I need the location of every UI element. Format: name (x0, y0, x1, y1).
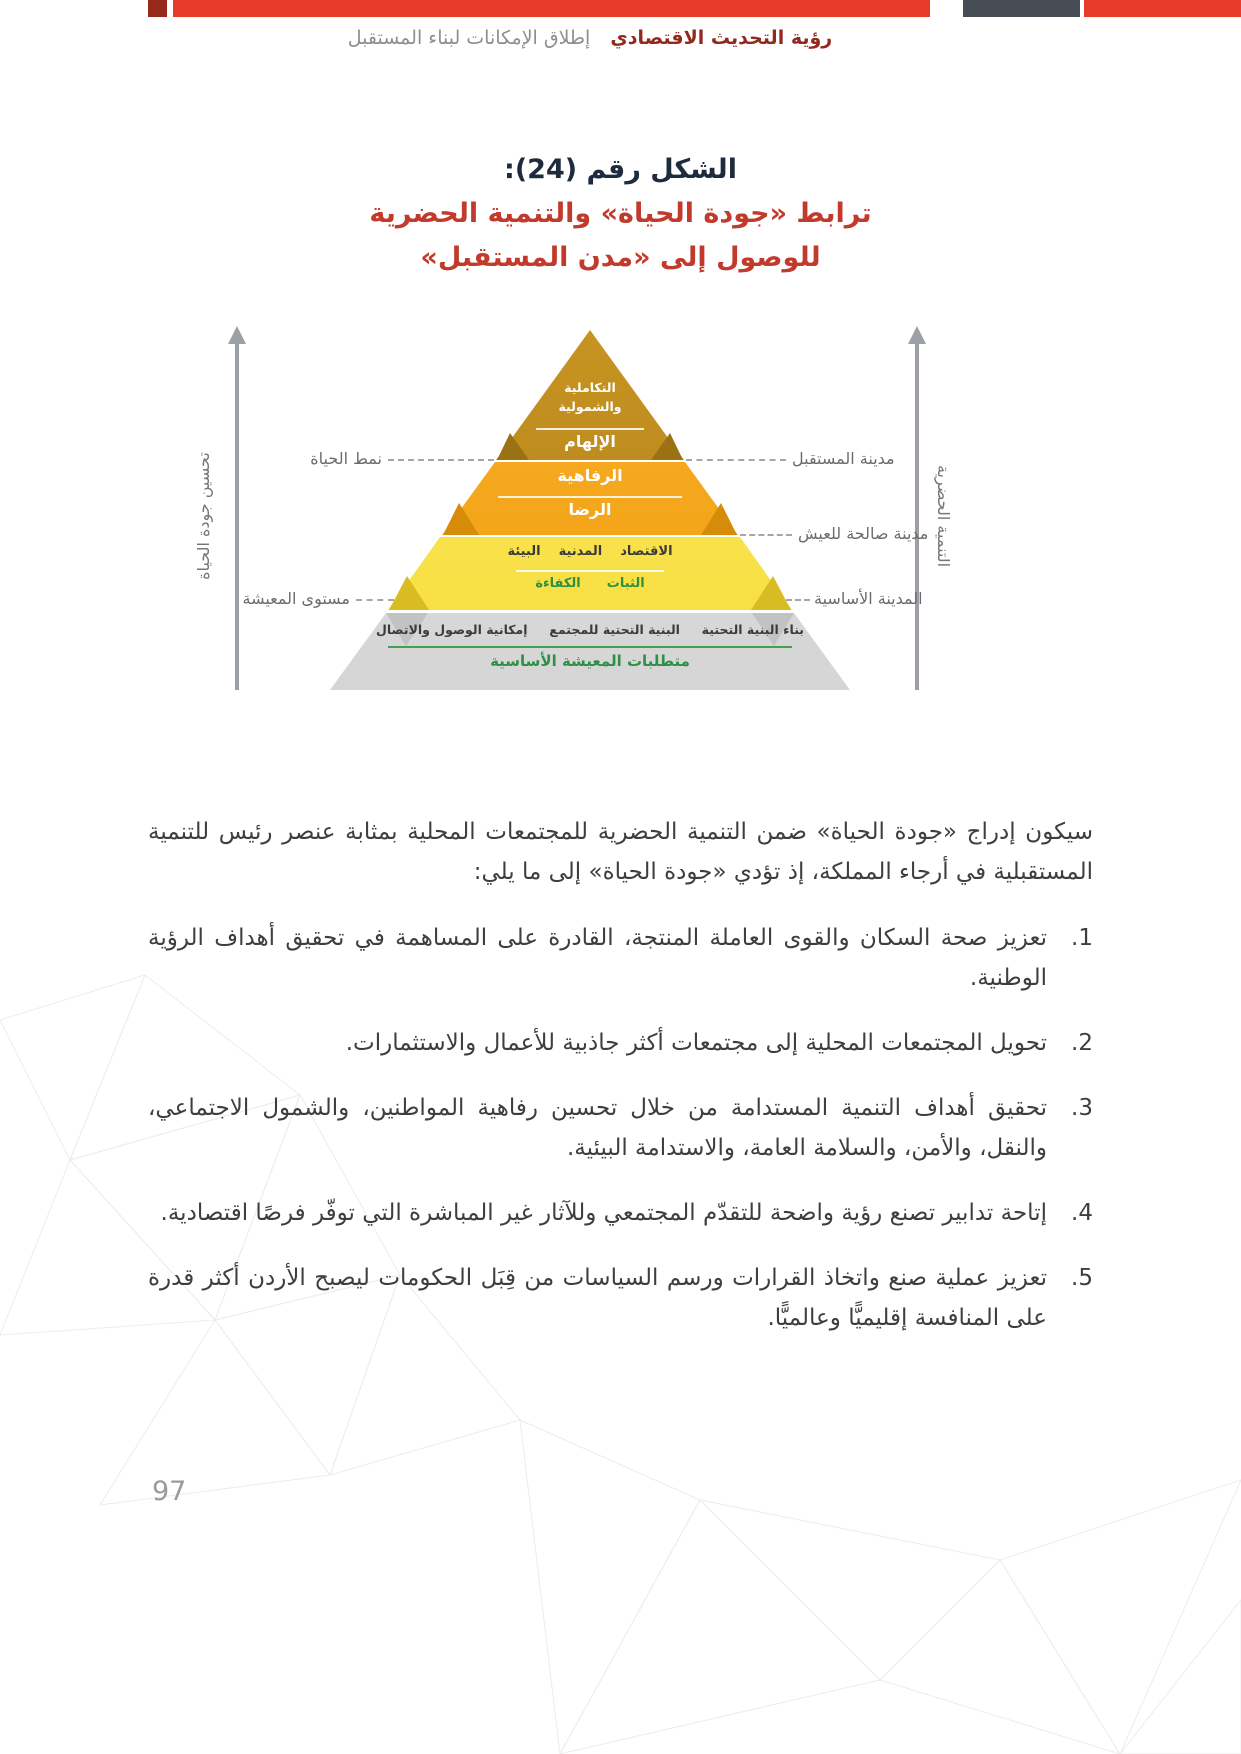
base-label-infrastructure: بناء البنية التحتية (701, 622, 804, 637)
item-number: 2. (1071, 1030, 1093, 1056)
label-future-city: مدينة المستقبل (792, 449, 895, 468)
dashed-connector-right-mid (740, 534, 792, 536)
body-text (148, 812, 1093, 1363)
tier1-divider (536, 428, 644, 430)
item-number: 1. (1071, 925, 1093, 951)
label-basic-city: المدينة الأساسية (814, 589, 923, 608)
top-bar-accent-square (148, 0, 167, 17)
item-text: تحويل المجتمعات المحلية إلى مجتمعات أكثر جاذبية للأعمال والاستثمارات. (345, 1030, 1047, 1056)
tier1-line1: التكاملية (564, 380, 616, 395)
top-bar-right-segment (1084, 0, 1241, 17)
header-subtitle: إطلاق الإمكانات لبناء المستقبل (347, 27, 591, 49)
right-axis-up-arrow-icon (908, 326, 926, 344)
item-number: 4. (1071, 1200, 1093, 1226)
list-item (148, 1193, 1093, 1233)
base-top-row (376, 622, 804, 637)
left-axis-line (235, 344, 239, 690)
left-axis-up-arrow-icon (228, 326, 246, 344)
pyramid (330, 330, 850, 690)
item-number: 3. (1071, 1095, 1093, 1121)
list-item (148, 1088, 1093, 1168)
label-lifestyle: نمط الحياة (310, 449, 382, 468)
tier3-bottom-row (330, 576, 850, 591)
item-text: إتاحة تدابير تصنع رؤية واضحة للتقدّم المجتمعي وللآثار غير المباشرة التي توفّر فرصًا اقتصادية. (160, 1200, 1047, 1226)
tier2-top-label: الرفاهية (557, 466, 623, 485)
figure-title-line-1: ترابط «جودة الحياة» والتنمية الحضرية (369, 198, 872, 229)
figure-number: الشكل رقم (24): (504, 154, 737, 185)
figure-title-line-2: للوصول إلى «مدن المستقبل» (420, 242, 821, 273)
tier2-bottom-label: الرضا (568, 500, 612, 519)
list-item (148, 918, 1093, 998)
base-label-accessibility: إمكانية الوصول والاتصال (376, 622, 528, 637)
label-livable-city: مدينة صالحة للعيش (798, 524, 929, 543)
intro-paragraph: سيكون إدراج «جودة الحياة» ضمن التنمية الحضرية للمجتمعات المحلية بمثابة عنصر رئيس للتنمية المستقبلية في أرجاء المملكة، إذ تؤدي «جودة الحياة» إلى ما يلي: (148, 819, 1093, 885)
tier1-text (330, 378, 850, 416)
page-number: 97 (152, 1476, 187, 1507)
right-axis-label: التنمية الحضرية (934, 464, 953, 568)
tier1-line2: والشمولية (558, 399, 622, 414)
dashed-connector-right-bottom (786, 599, 810, 601)
tier3-word-efficiency: الكفاءة (535, 576, 581, 591)
left-axis-label: تحسين جودة الحياة (194, 452, 213, 580)
dashed-connector-left-top (388, 459, 494, 461)
top-bar-main (173, 0, 930, 17)
tier3-top-row (330, 544, 850, 559)
tier3-divider (516, 570, 664, 572)
figure-caption (0, 148, 1241, 280)
tier3-word-environment: البيئة (507, 544, 541, 559)
base-label-community-infrastructure: البنية التحتية للمجتمع (549, 622, 680, 637)
top-bar-dark-segment (963, 0, 1080, 17)
list-item (148, 1023, 1093, 1063)
item-number: 5. (1071, 1265, 1093, 1291)
base-divider (388, 646, 792, 648)
base-bottom-label: متطلبات المعيشة الأساسية (490, 652, 690, 670)
tier3-word-civic: المدنية (558, 544, 603, 559)
dashed-connector-left-bottom (356, 599, 394, 601)
list-item (148, 1258, 1093, 1338)
label-living-standard: مستوى المعيشة (242, 589, 350, 608)
tier1-label: الإلهام (564, 432, 616, 451)
tier3-word-economy: الاقتصاد (620, 544, 673, 559)
item-text: تعزيز صحة السكان والقوى العاملة المنتجة، القادرة على المساهمة في تحقيق أهداف الرؤية الوطنية. (148, 925, 1047, 991)
right-axis-line (915, 344, 919, 690)
tier2-divider (498, 496, 682, 498)
item-text: تحقيق أهداف التنمية المستدامة من خلال تحسين رفاهية المواطنين، والشمول الاجتماعي، والنقل، والأمن، والسلامة العامة، والاستدامة البيئية. (148, 1095, 1047, 1161)
header-title: رؤية التحديث الاقتصادي (610, 27, 833, 49)
quality-of-life-pyramid-diagram (150, 318, 1091, 710)
item-text: تعزيز عملية صنع واتخاذ القرارات ورسم السياسات من قِبَل الحكومات ليصبح الأردن أكثر قدرة على المنافسة إقليميًّا وعالميًّا. (148, 1265, 1047, 1331)
dashed-connector-right-top (686, 459, 786, 461)
running-header (0, 27, 1180, 49)
tier3-word-stability: الثبات (606, 576, 645, 591)
